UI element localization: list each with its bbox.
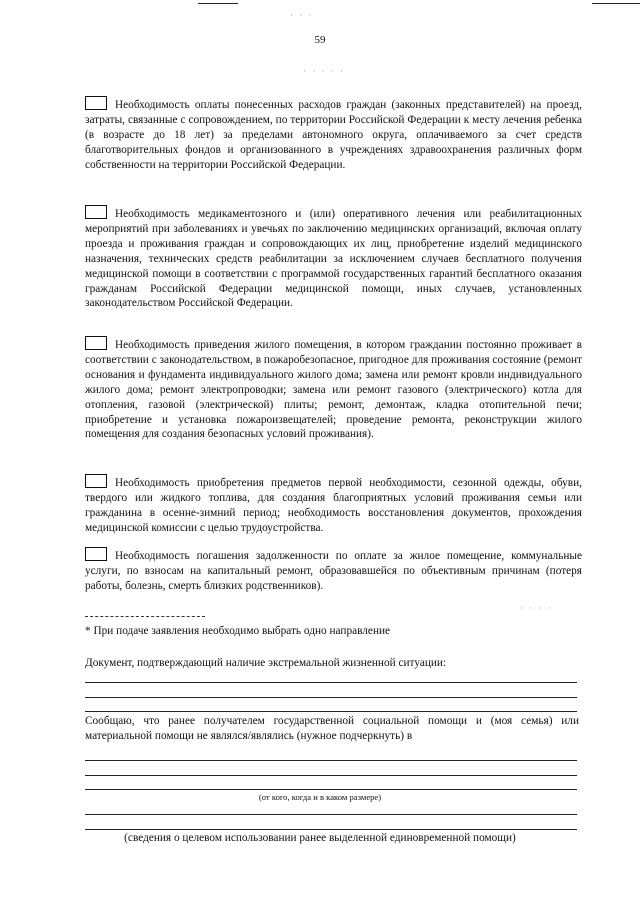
option-text-1: Необходимость оплаты понесенных расходов граждан (законных представителей) на проезд, затраты, связанные с сопровождением, по территории Российской Федерации к месту лечения ребенка (в возрасте до 18 лет) за пределами автономного округа, оплачиваемого за счет средств благотворительных фондов и организованного в учреждениях здравоохранения различных форм собственности на территории Российской Федерации.: [85, 99, 582, 171]
option-item-5: [85, 547, 582, 594]
option-item-3: [85, 336, 582, 442]
option-checkbox-1[interactable]: [85, 96, 107, 110]
scan-artifact-dots: · · · ·: [520, 603, 553, 613]
option-checkbox-4[interactable]: [85, 474, 107, 488]
option-item-4: [85, 474, 582, 536]
option-text-3: Необходимость приведения жилого помещения, в котором гражданин постоянно проживает в соответствии с законодательством, в пожаробезопасное, пригодное для проживания состояние (ремонт основания и фундамента индивидуального жилого дома; замена или ремонт кровли индивидуального жилого дома; ремонт электропроводки; замена или ремонт газового (электрического) котла для отопления, газовой (электрической) плиты; ремонт, демонтаж, кладка отопительной печи; приобретение и установка пожароизвещателей; проведение ремонта, реконструкции жилого помещения для создания безопасных условий проживания).: [85, 339, 582, 441]
blank-line[interactable]: [85, 760, 577, 761]
blank-line[interactable]: [85, 789, 577, 790]
blank-line[interactable]: [85, 814, 577, 815]
blank-line[interactable]: [85, 682, 577, 683]
caption-usage: (сведения о целевом использовании ранее выделенной единовременной помощи): [124, 832, 516, 844]
blank-line[interactable]: [85, 775, 577, 776]
scan-artifact-line: [198, 3, 238, 4]
scan-artifact-line: [592, 3, 640, 4]
footnote: * При подаче заявления необходимо выбрать одно направление: [85, 625, 391, 637]
option-checkbox-3[interactable]: [85, 336, 107, 350]
option-text-2: Необходимость медикаментозного и (или) оперативного лечения или реабилитационных мероприятий при заболеваниях и увечьях по заключению медицинских организаций, включая оплату проезда и проживания граждан и сопровождающих их лиц, приобретение изделий медицинского назначения, технических средств реабилитации за исключением случаев бесплатного получения медицинской помощи в соответствии с программой государственных гарантий бесплатного оказания гражданам Российской Федерации медицинской помощи, иных случаев, установленных законодательством Российской Федерации.: [85, 208, 582, 310]
option-text-4: Необходимость приобретения предметов первой необходимости, сезонной одежды, обуви, твердого или жидкого топлива, для создания благоприятных условий проживания семьи или гражданина в осенне-зимний период; необходимость восстановления документов, прохождения медицинской комиссии с целью трудоустройства.: [85, 477, 582, 534]
option-text-5: Необходимость погашения задолженности по оплате за жилое помещение, коммунальные услуги, по взносам на капитальный ремонт, образовавшейся по объективным причинам (потеря работы, болезнь, смерть близких родственников).: [85, 550, 582, 592]
caption-from-whom: (от кого, когда и в каком размере): [258, 792, 382, 802]
scan-artifact-dots: · · · · ·: [303, 66, 345, 76]
option-checkbox-5[interactable]: [85, 547, 107, 561]
page-number: 59: [314, 34, 326, 46]
scan-artifact-dots: · · ·: [290, 10, 314, 20]
blank-line[interactable]: [85, 829, 577, 830]
blank-line[interactable]: [85, 711, 577, 712]
option-item-1: [85, 96, 582, 173]
option-checkbox-2[interactable]: [85, 205, 107, 219]
footnote-separator: [85, 616, 205, 617]
document-label: Документ, подтверждающий наличие экстремальной жизненной ситуации:: [85, 657, 447, 669]
statement-text: Сообщаю, что ранее получателем государственной социальной помощи и (моя семья) или материальной помощи не являлся/являлись (нужное подчеркнуть) в: [85, 715, 579, 742]
option-item-2: [85, 205, 582, 311]
blank-line[interactable]: [85, 697, 577, 698]
